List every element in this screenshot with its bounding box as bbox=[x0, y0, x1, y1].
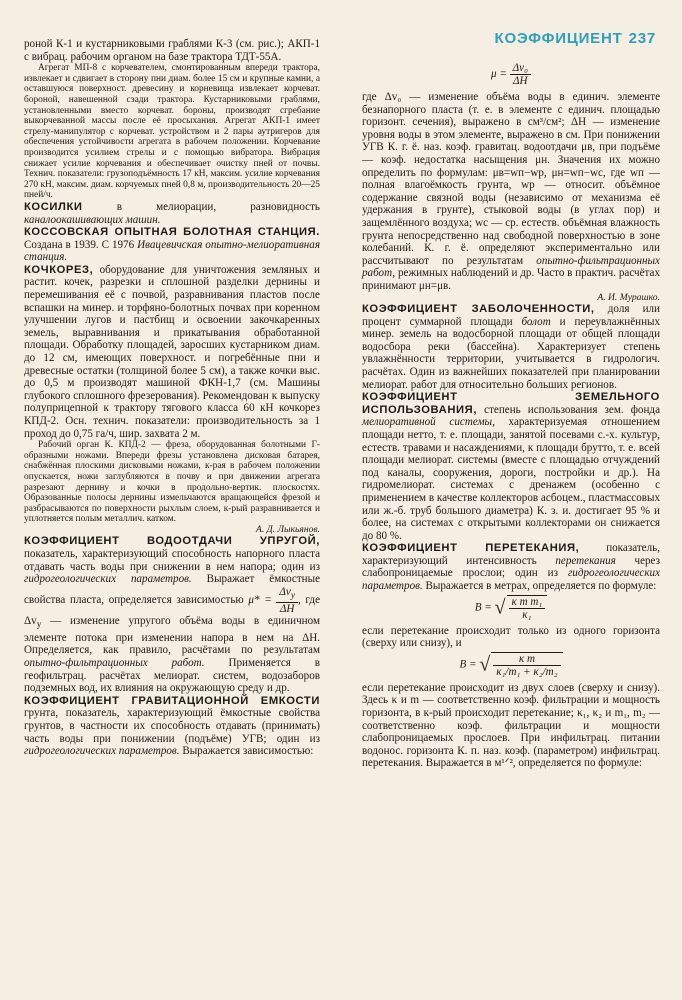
entry-vodootdachi-text-b: Выражает ёмкостные свойства пласта, определяется зависимостью bbox=[24, 573, 320, 606]
entry-kosovska bbox=[24, 226, 320, 264]
peretekaniya-double-note: если перетекание происходит из двух слоев (сверху и снизу). Здесь κ и m — соответственно коэф. фильтрации и мощность горизонта, в к-рый происходит перетекание; κ₁, κ₂ и m₁, m₂ — соответственно коэф. фильтрации и мощности слабопроницаемых прослоев. При инфильтрац. питании водонос. горизонта К. п. наз. коэф. (параметром) инфильтрац. перетекания. Выражается в м¹ᐟ², определяется по формуле: bbox=[362, 681, 660, 770]
formula-b2-lhs: B = bbox=[459, 658, 477, 671]
formula-mu-star: $\frac{\Delta v_y}{\Delta H}$ bbox=[276, 586, 298, 615]
left-column bbox=[24, 38, 320, 758]
entry-vodootdachi: КОЭФФИЦИЕНТ ВОДООТДАЧИ УПРУГОЙ, показатель, характеризующий способность напорного пласта отдавать часть воды при снижении в нем напора; один из гидрогеологических параметров. Выражает ёмкостные свойства пласта, определяется зависимостью μ* = $\frac{\Delta v_y}{\Delta H}$ , где $\Delta v_y$ — изменение упругого объёма воды в единичном элементе потока при изменении напора в нем на ΔH. Определяется, как правило, расчётами по результатам опытно-фильтрационных работ. Применяется в геофильтрац. расчётах мелиорат. систем, водозаборов подземных вод, их влияния на окружающую среду и др. bbox=[24, 535, 320, 695]
formula-mu-numerator: Δv₀ bbox=[510, 62, 531, 75]
formula-mu-denominator: ΔH bbox=[513, 75, 528, 87]
author-signature-2: А. И. Мурашко. bbox=[597, 291, 660, 303]
entry-zab-text-b: и переувлажнённых минер. земель на водосборной площади от общей площади водосбора реки (бассейна). Характеризует степень увлажнённости территории, учитывается в гидрологич. расчётах. Один из важнейших показателей при планировании мелиорат. работ для относительно больших регионов. bbox=[362, 315, 661, 391]
entry-zem-head: КОЭФФИЦИЕНТ ЗЕМЕЛЬНОГО ИСПОЛЬЗОВАНИЯ, bbox=[362, 391, 660, 416]
formula-b1-denominator: κ₁ bbox=[522, 608, 532, 621]
agregat-description: Агрегат МП-8 с корчевателем, смонтированным впереди трактора, извлекает и сдвигает в сторону пни диам. более 15 см и крупные камни, а оставшуюся поверхност. древесину и корневища извлекает корчеват. бороной, навешенной сзади трактора. Кустарниковыми граблями, установленными вместо корчеват. бороны, производят сгребание выкорчеванной массы после её просыхания. Агрегат АКП-1 имеет стрелу-манипулятор с корчеват. устройством и 2 пары аутригеров для обеспечения устойчивости агрегата в рабочем положении. Корчевание производится усилием стрелы и с помощью вибратора. Вибрация снижает усилие корчевания и обеспечивает очистку пней от почвы. Технич. показатели: грузоподъёмность 17 кН, максим. усилие корчевания 270 кН, максим. диам. корчуемых пней 0,8 м, производительность 20—25 пней/ч. bbox=[24, 63, 320, 201]
entry-kosilki-text: в мелиорации, разновидность bbox=[116, 200, 320, 213]
entry-grav-text-b: Выражается зависимостью: bbox=[182, 745, 314, 758]
entry-grav-text-a: грунта, показатель, характеризующий ёмкостные свойства грунтов, в частности их способность отдавать (принимать) часть воды при понижении (подъёме) УГВ; один из bbox=[24, 707, 320, 745]
entry-vodootdachi-head: КОЭФФИЦИЕНТ ВОДООТДАЧИ УПРУГОЙ, bbox=[24, 535, 320, 548]
entry-kochkorez-head: КОЧКОРЕЗ, bbox=[24, 263, 94, 276]
entry-vodootdachi-text-c: , где Δv bbox=[24, 593, 320, 628]
entry-per-text-a: показатель, характеризующий интенсивность bbox=[362, 542, 660, 567]
kochkorez-detail: Рабочий орган К. КПД-2 — фреза, оборудованная болотными Г-образными ножами. Впереди фрезы установлена дисковая батарея, снабжённая плоскими дисковыми ножами, к-рая в рабочем положении опускается, ножи заглубляются в почву и при движении агрегата разрезают дернину и кочки в продольно-вертик. плоскостях. Образованные полосы дернины измельчаются вращающейся фрезой и разбрасываются по поверхности рыхлым слоем, к-рый разравнивается и уплотняется полым металлич. катком. bbox=[24, 440, 320, 525]
entry-grav-link: гидрогеологических параметров. bbox=[24, 745, 180, 758]
grav-continuation-tail: режимных наблюдений и др. Часто в практич. расчётах принимают μн=μв. bbox=[362, 267, 660, 292]
formula-mu-lhs: μ = bbox=[491, 68, 507, 81]
peretekaniya-single-note: если перетекание происходит только из одного горизонта (сверху или снизу), и bbox=[362, 624, 660, 650]
entry-kochkorez-text: оборудование для уничтожения земляных и растит. кочек, разрезки и сплошной разделки дернины и перемешивания её с почвой, разравнивания пластов после вспашки на минер. и торфяно-болотных почвах при коренном улучшении лугов и пастбищ и освоении закочкаренных земель, выравнивания и прикатывания обработанной площади. Обработку площадей, заросших кустарником диам. до 12 см, имеющих поверхност. и погребённые пни и древесные остатки (толщиной более 5 см), а также кочки выс. до 0,5 м производят машиной ФКН-1,7 (см. Машины глубокого сплошного фрезерования). Рекомендован к выпуску полуприцепной к трактору тягового класса 60 кН кочкорез КПД-2. Осн. технич. показатели: производительность за 1 проход до 0,75 га/ч, шир. захвата 2 м. bbox=[24, 263, 320, 440]
entry-kosovska-text: Создана в 1939. С 1976 bbox=[24, 238, 135, 251]
running-head-title: КОЭФФИЦИЕНТ bbox=[494, 30, 623, 47]
running-head bbox=[495, 30, 656, 47]
entry-vodootdachi-text-e: Применяется в геофильтрац. расчётах мелиорат. систем, водозаборов подземных вод, их влияния на окружающую среду и др. bbox=[24, 657, 320, 695]
formula-mu bbox=[362, 62, 660, 87]
entry-kosovska-head: КОССОВСКАЯ ОПЫТНАЯ БОЛОТНАЯ СТАНЦИЯ. bbox=[24, 226, 320, 239]
entry-zem-text-a: степень использования зем. фонда bbox=[484, 403, 660, 416]
entry-zemelnogo bbox=[362, 391, 660, 542]
entry-kosilki-head: КОСИЛКИ bbox=[24, 200, 83, 213]
continuation-paragraph: роной К-1 и кустарниковыми граблями К-3 (см. рис.); АКП-1 с вибрац. рабочим органом на базе трактора ТДТ-55А. bbox=[24, 38, 320, 63]
entry-vodootdachi-text-a: показатель, характеризующий способность напорного пласта отдавать часть воды при снижении в нем напора; один из bbox=[24, 548, 320, 573]
entry-per-link: перетекания bbox=[555, 554, 616, 567]
formula-b2-denominator: κ₁/m₁ + κ₂/m₂ bbox=[496, 665, 558, 678]
entry-zab-head: КОЭФФИЦИЕНТ ЗАБОЛОЧЕННОСТИ, bbox=[362, 303, 595, 315]
entry-vodootdachi-link-2: опытно-фильтрационных работ. bbox=[24, 657, 205, 670]
entry-kosilki-link: каналоокашивающих машин. bbox=[24, 213, 161, 226]
grav-continuation-text: где Δv₀ — изменение объёма воды в единич. элементе безнапорного пласта (т. е. в элементе с единич. площадью горизонт. сечения), выражено в см³/см²; ΔH — изменение уровня воды в этом элементе, выражено в см. При понижении УГВ К. г. ё. наз. коэф. гравитац. водоотдачи μв, при подъёме — коэф. недостатка насыщения μн. Значения их можно определить по формулам: μв=wп−wр, μн=wп−wс, где wп — полная влагоёмкость грунта, wр — относит. объёмное содержание связной воды (независимо от механизма её удержания в грунте), стыковой воды (в углах пор) и защемлённого воздуха; wс — ср. естеств. объёмная влажность грунта непосредственно над свободной поверхностью в зоне колебаний. К. г. ё. определяют экспериментально или рассчитывают по результатам bbox=[362, 91, 660, 267]
entry-grav-head: КОЭФФИЦИЕНТ ГРАВИТАЦИОННОЙ ЕМКОСТИ bbox=[24, 694, 320, 707]
author-signature: А. Д. Лыкьянов. bbox=[256, 523, 320, 535]
page-number: 237 bbox=[628, 30, 656, 47]
formula-b-single: B = √ $\frac{\text{κ m m₁}}{\text{κ₁}}$ bbox=[362, 595, 660, 621]
entry-per-link-2: гидрогеологических параметров. bbox=[362, 567, 660, 593]
entry-per-text-b: через слабопроницаемые прослои; один из bbox=[362, 554, 660, 580]
entry-per-head: КОЭФФИЦИЕНТ ПЕРЕТЕКАНИЯ, bbox=[362, 542, 580, 555]
entry-grav bbox=[24, 695, 320, 758]
formula-b2-numerator: κ m bbox=[493, 653, 560, 666]
entry-kosovska-link: Ивацевичская опытно-мелиоративная станция. bbox=[24, 238, 320, 264]
grav-continuation-link: опытно-фильтрационных работ, bbox=[362, 254, 660, 280]
entry-kochkorez bbox=[24, 264, 320, 440]
entry-vodootdachi-text-d: — изменение упругого объёма воды в единичном элементе потока при изменении напора в нем на ΔH. Определяется, как правило, расчётами по результатам bbox=[24, 615, 320, 657]
formula-b1-lhs: B = bbox=[474, 601, 492, 614]
entry-zem-link: мелиоративной системы, bbox=[362, 416, 495, 429]
entry-peretekaniya bbox=[362, 542, 660, 592]
entry-zem-text-b: характеризуемая отношением площади нетто, т. е. площади, занятой посевами с.-х. культур, естеств. травами и насаждениями, к площади брутто, т. е. всей площади мелиорат. системы (вместе с площадью отчуждений под каналы, сооружения, дороги, постройки и др.). На гидромелиорат. системах с дренажем (особенно с применением в качестве коллекторов асбоцем., пластмассовых или ж.-б. труб большого диаметра) К. з. и. достигает 95 % и более, на системах с открытыми коллекторами он снижается до 80 %. bbox=[362, 416, 660, 542]
entry-per-text-c: Выражается в метрах, определяется по формуле: bbox=[425, 580, 657, 593]
entry-zab-text-a: доля или процент суммарной площади bbox=[362, 303, 660, 328]
entry-zab-link: болот bbox=[521, 315, 551, 328]
entry-zabolochennosti bbox=[362, 303, 660, 391]
formula-b1-numerator: κ m m₁ bbox=[509, 596, 546, 609]
right-column bbox=[362, 60, 660, 770]
grav-continuation bbox=[362, 91, 660, 293]
entry-vodootdachi-link: гидрогеологических параметров. bbox=[24, 573, 192, 586]
formula-b-double: B = √ $\frac{\text{κ m}}{\text{κ₁/m₁ + κ₂/m₂}}$ bbox=[362, 652, 660, 678]
entry-kosilki bbox=[24, 201, 320, 226]
